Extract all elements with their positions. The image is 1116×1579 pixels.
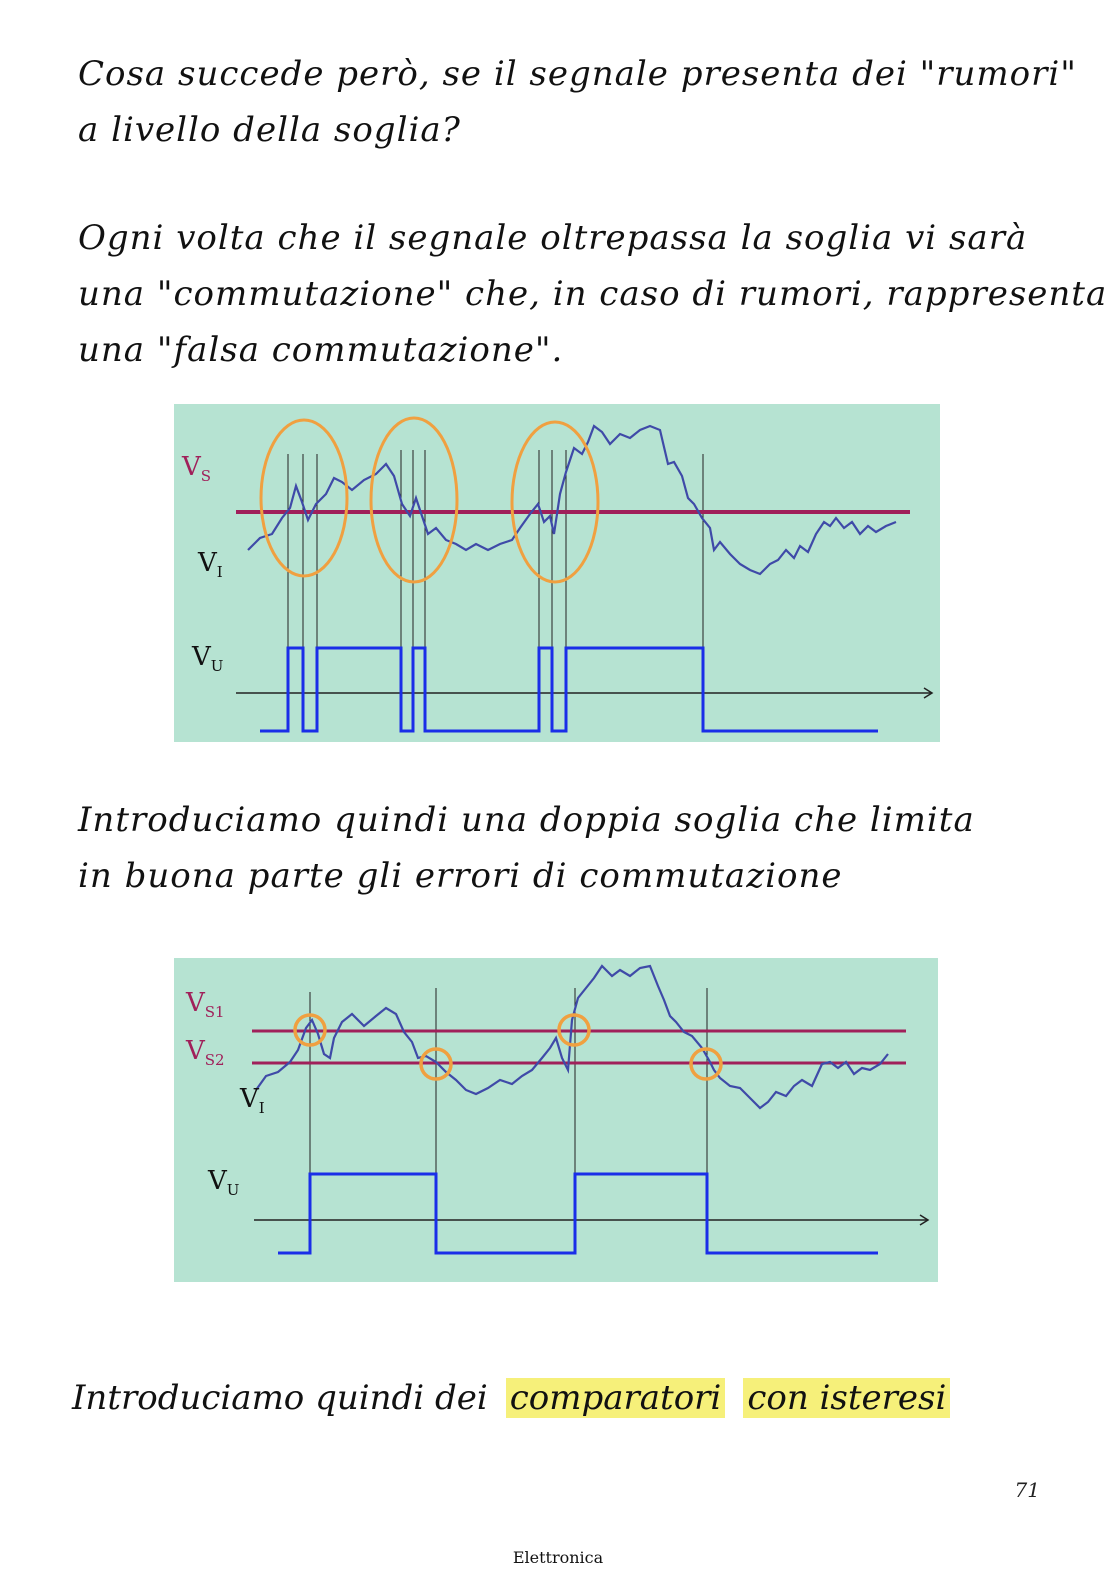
note-line: a livello della soglia? — [78, 110, 461, 150]
input-signal — [248, 426, 896, 574]
note-paragraph-3 — [78, 792, 975, 904]
input-signal — [256, 966, 888, 1108]
single-threshold-diagram — [174, 404, 940, 742]
vi-label — [198, 550, 223, 585]
note-line: Ogni volta che il segnale oltrepassa la soglia vi sarà — [78, 218, 1028, 258]
output-signal — [278, 1174, 878, 1253]
label-subscript: U — [210, 657, 224, 675]
noise-markers — [261, 418, 598, 582]
crossing-markers — [295, 1015, 721, 1079]
label-subscript: I — [258, 1099, 265, 1117]
output-signal — [260, 648, 878, 731]
label-text: V — [182, 452, 201, 482]
single-threshold-figure — [174, 404, 940, 742]
label-subscript: S — [200, 467, 212, 485]
label-text: V — [208, 1166, 227, 1196]
highlighted-term: comparatori — [506, 1378, 726, 1418]
note-line: una "commutazione" che, in caso di rumori, rappresenta — [78, 274, 1108, 314]
label-text: V — [240, 1084, 259, 1114]
label-subscript: U — [226, 1181, 240, 1199]
label-text: V — [198, 548, 217, 578]
note-line: una "falsa commutazione". — [78, 330, 564, 370]
note-line: Introduciamo quindi una doppia soglia che limita — [78, 800, 975, 840]
label-text: V — [186, 1036, 205, 1066]
highlighted-term: con isteresi — [743, 1378, 950, 1418]
vs2-label — [186, 1038, 225, 1073]
noise-ellipse — [261, 420, 347, 576]
vs1-label — [186, 990, 225, 1025]
switching-lines — [310, 988, 707, 1252]
label-subscript: S2 — [204, 1051, 225, 1069]
vs-label — [182, 454, 211, 489]
hysteresis-diagram — [174, 958, 938, 1282]
noise-ellipse — [512, 422, 598, 582]
noise-ellipse — [371, 418, 457, 582]
label-text: V — [192, 642, 211, 672]
label-subscript: I — [216, 563, 223, 581]
note-line: in buona parte gli errori di commutazione — [78, 856, 843, 896]
vu-label — [208, 1168, 239, 1203]
label-subscript: S1 — [204, 1003, 225, 1021]
note-text: Introduciamo quindi dei — [72, 1378, 488, 1418]
page-footer: Elettronica — [512, 1548, 604, 1567]
note-paragraph-2 — [78, 210, 1107, 378]
vu-label — [192, 644, 223, 679]
vi-label — [240, 1086, 265, 1121]
label-text: V — [186, 988, 205, 1018]
page-number: 71 — [1014, 1478, 1040, 1502]
note-paragraph-4 — [72, 1370, 950, 1426]
hysteresis-figure — [174, 958, 938, 1282]
note-line: Cosa succede però, se il segnale presenta dei "rumori" — [78, 54, 1077, 94]
switching-lines — [288, 450, 703, 730]
note-paragraph-1 — [78, 46, 1077, 158]
